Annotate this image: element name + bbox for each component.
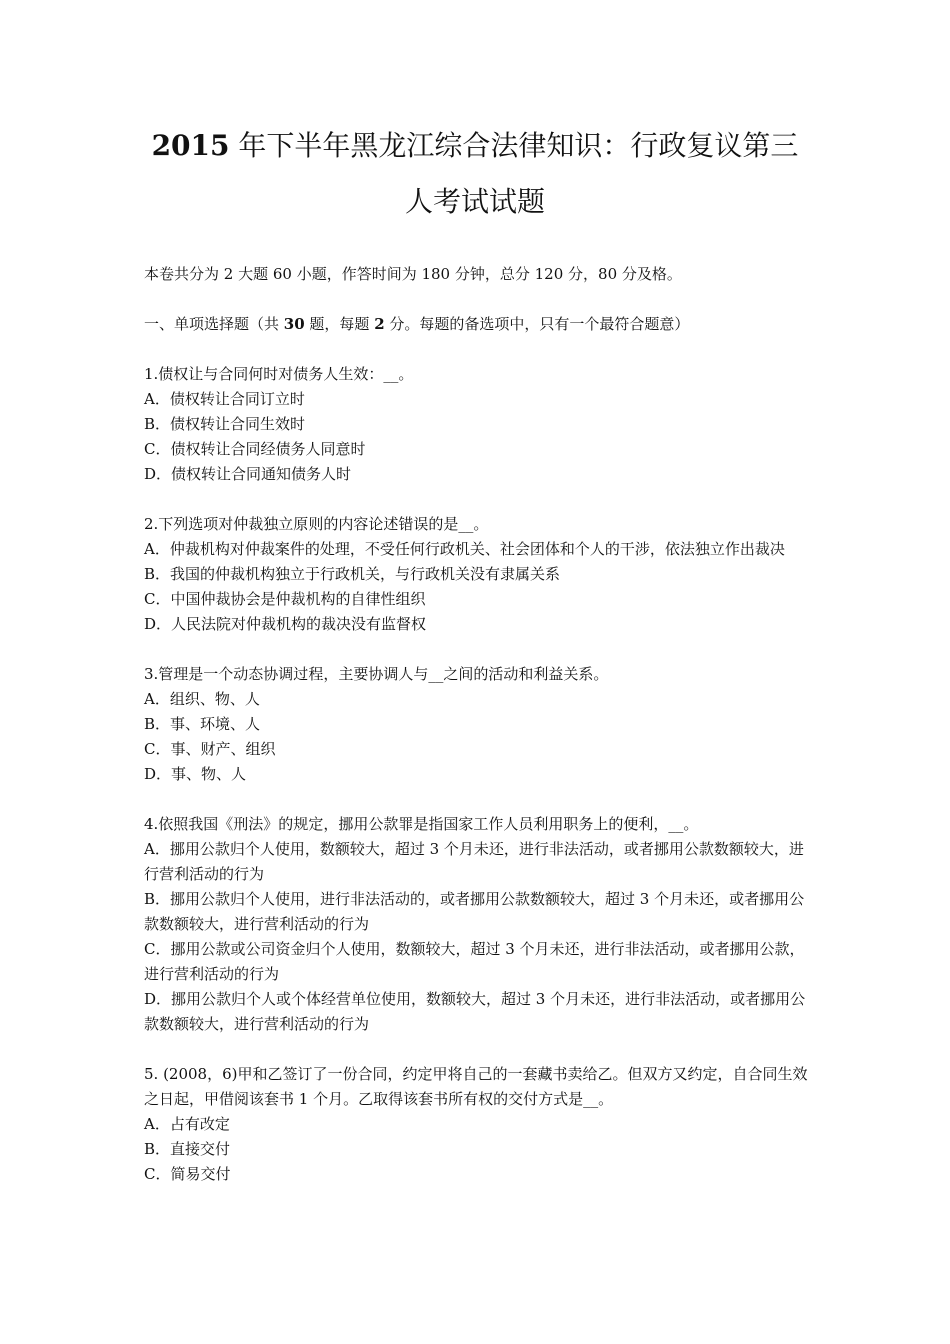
document-title: [120, 118, 830, 230]
title-year: 2015: [151, 129, 230, 162]
question-item: [144, 662, 810, 787]
answer-option: B．债权转让合同生效时: [144, 415, 306, 433]
question-count: 30: [283, 315, 305, 333]
question-stem: 5. (2008，6)甲和乙签订了一份合同，约定甲将自己的一套藏书卖给乙。但双方又约定，自合同生效之日起，甲借阅该套书 1 个月。乙取得该套书所有权的交付方式是__。: [144, 1065, 808, 1108]
answer-option: B．我国的仲裁机构独立于行政机关，与行政机关没有隶属关系: [144, 565, 561, 583]
points-per-question: 2: [374, 315, 385, 333]
answer-option: C．债权转让合同经债务人同意时: [144, 440, 366, 458]
question-item: [144, 512, 810, 637]
answer-option: D．人民法院对仲裁机构的裁决没有监督权: [144, 615, 427, 633]
answer-option: C．简易交付: [144, 1165, 231, 1183]
answer-option: B．挪用公款归个人使用，进行非法活动的，或者挪用公款数额较大，超过 3 个月未还，或者挪用公款数额较大，进行营利活动的行为: [144, 890, 805, 933]
question-item: [144, 1062, 810, 1187]
answer-option: A．挪用公款归个人使用，数额较大，超过 3 个月未还，进行非法活动，或者挪用公款数额较大，进行营利活动的行为: [144, 840, 804, 883]
title-line-1-text: 年下半年黑龙江综合法律知识：行政复议第三: [229, 129, 799, 162]
question-stem: 2.下列选项对仲裁独立原则的内容论述错误的是__。: [144, 515, 489, 533]
answer-option: D．挪用公款归个人或个体经营单位使用，数额较大，超过 3 个月未还，进行非法活动，或者挪用公款数额较大，进行营利活动的行为: [144, 990, 806, 1033]
question-item: [144, 362, 810, 487]
question-stem: 1.债权让与合同何时对债务人生效：__。: [144, 365, 414, 383]
answer-option: A．占有改定: [144, 1115, 230, 1133]
answer-option: C．中国仲裁协会是仲裁机构的自律性组织: [144, 590, 426, 608]
title-line-1: [120, 118, 830, 174]
answer-option: A．仲裁机构对仲裁案件的处理，不受任何行政机关、社会团体和个人的干涉，依法独立作出裁决: [144, 540, 785, 558]
question-stem: 3.管理是一个动态协调过程，主要协调人与__之间的活动和利益关系。: [144, 665, 609, 683]
question-item: [144, 812, 810, 1037]
answer-option: B．事、环境、人: [144, 715, 261, 733]
answer-option: D．债权转让合同通知债务人时: [144, 465, 352, 483]
title-line-2: 人考试试题: [404, 185, 545, 218]
answer-option: D．事、物、人: [144, 765, 247, 783]
answer-option: C．事、财产、组织: [144, 740, 276, 758]
document-body: [144, 262, 810, 1187]
question-list: [144, 337, 810, 1187]
question-stem: 4.依照我国《刑法》的规定，挪用公款罪是指国家工作人员利用职务上的便利，__。: [144, 815, 699, 833]
section-heading: 一、单项选择题（共 30 题，每题 2 分。每题的备选项中，只有一个最符合题意）: [144, 315, 690, 333]
answer-option: C．挪用公款或公司资金归个人使用，数额较大，超过 3 个月未还，进行非法活动，或者挪用公款，进行营利活动的行为: [144, 940, 805, 983]
answer-option: A．债权转让合同订立时: [144, 390, 305, 408]
answer-option: B．直接交付: [144, 1140, 231, 1158]
answer-option: A．组织、物、人: [144, 690, 260, 708]
exam-intro: 本卷共分为 2 大题 60 小题，作答时间为 180 分钟，总分 120 分，80 分及格。: [144, 265, 682, 283]
